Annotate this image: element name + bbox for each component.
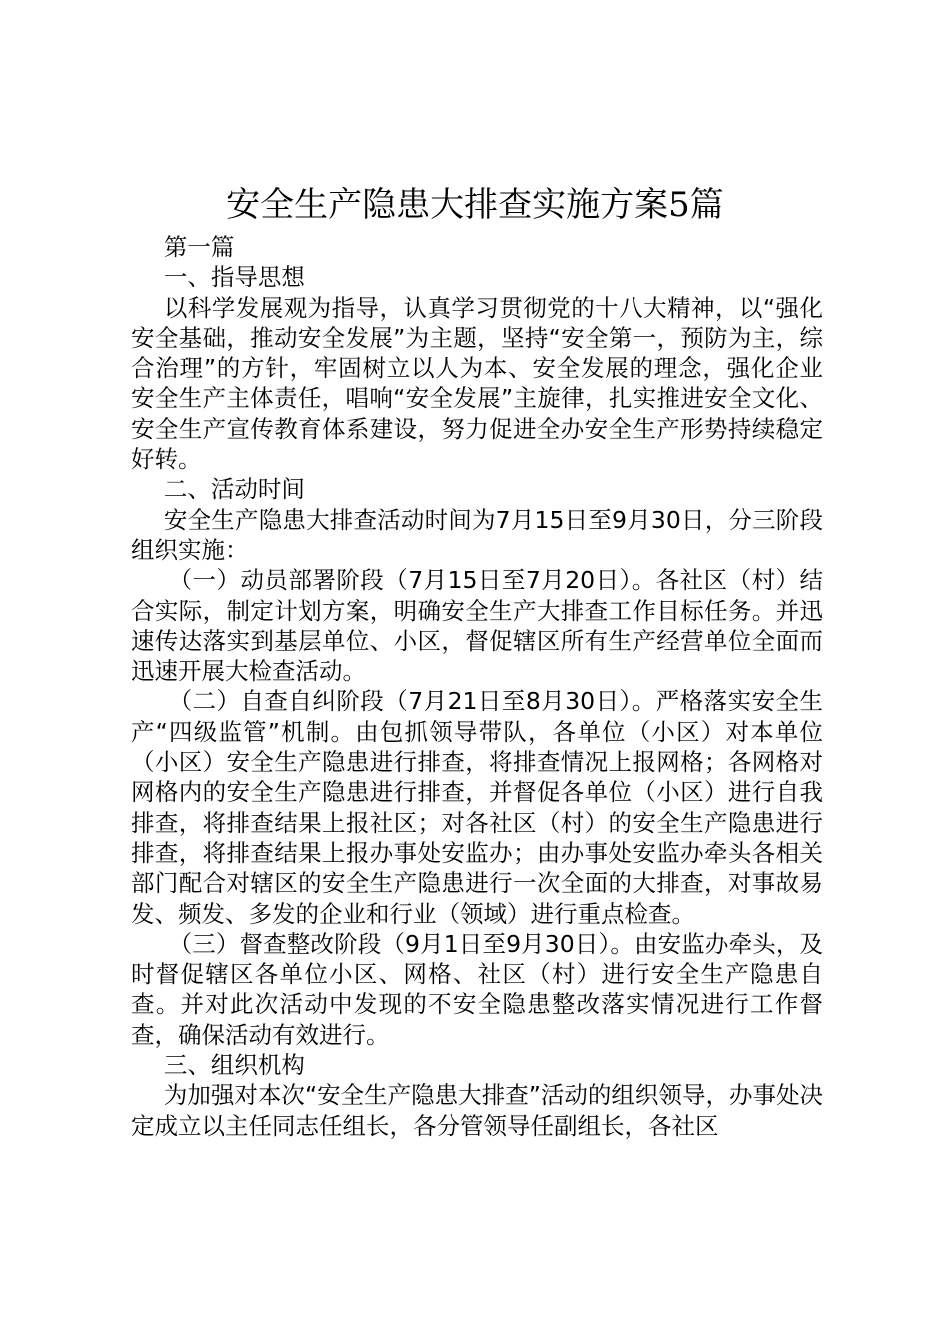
paragraph-organization: 为加强对本次“安全生产隐患大排查”活动的组织领导，办事处决定成立以主任同志任组长，各分管领导任副组长，各社区 xyxy=(131,1081,823,1140)
heading-activity-time: 二、活动时间 xyxy=(163,475,305,504)
heading-guiding-ideology: 一、指导思想 xyxy=(163,263,305,292)
paragraph-phase-self-inspection: （二）自查自纠阶段（7月21日至8月30日）。严格落实安全生产“四级监管”机制。由包抓领导带队，各单位（小区）对本单位（小区）安全生产隐患进行排查，将排查情况上报网格；各网格对网格内的安全生产隐患进行排查，并督促各单位（小区）进行自我排查，将排查结果上报社区；对各社区（村）的安全生产隐患进行排查，将排查结果上报办事处安监办；由办事处安监办牵头各相关部门配合对辖区的安全生产隐患进行一次全面的大排查，对事故易发、频发、多发的企业和行业（领域）进行重点检查。 xyxy=(131,687,823,928)
document-title: 安全生产隐患大排查实施方案5篇 xyxy=(226,185,724,225)
section-label: 第一篇 xyxy=(163,233,235,261)
paragraph-phase-mobilization: （一）动员部署阶段（7月15日至7月20日）。各社区（村）结合实际，制定计划方案，明确安全生产大排查工作目标任务。并迅速传达落实到基层单位、小区，督促辖区所有生产经营单位全面而迅速开展大检查活动。 xyxy=(131,566,823,686)
paragraph-guiding-ideology: 以科学发展观为指导，认真学习贯彻党的十八大精神，以“强化安全基础，推动安全发展”为主题，坚持“安全第一，预防为主，综合治理”的方针，牢固树立以人为本、安全发展的理念，强化企业安全生产主体责任，唱响“安全发展”主旋律，扎实推进安全文化、安全生产宣传教育体系建设，努力促进全办安全生产形势持续稳定好转。 xyxy=(131,293,823,474)
heading-organization: 三、组织机构 xyxy=(163,1051,305,1080)
paragraph-phase-supervision: （三）督查整改阶段（9月1日至9月30日）。由安监办牵头，及时督促辖区各单位小区、网格、社区（村）进行安全生产隐患自查。并对此次活动中发现的不安全隐患整改落实情况进行工作督查，确保活动有效进行。 xyxy=(131,929,823,1049)
document-body xyxy=(131,232,823,1141)
paragraph-activity-time: 安全生产隐患大排查活动时间为7月15日至9月30日，分三阶段组织实施： xyxy=(131,505,823,564)
